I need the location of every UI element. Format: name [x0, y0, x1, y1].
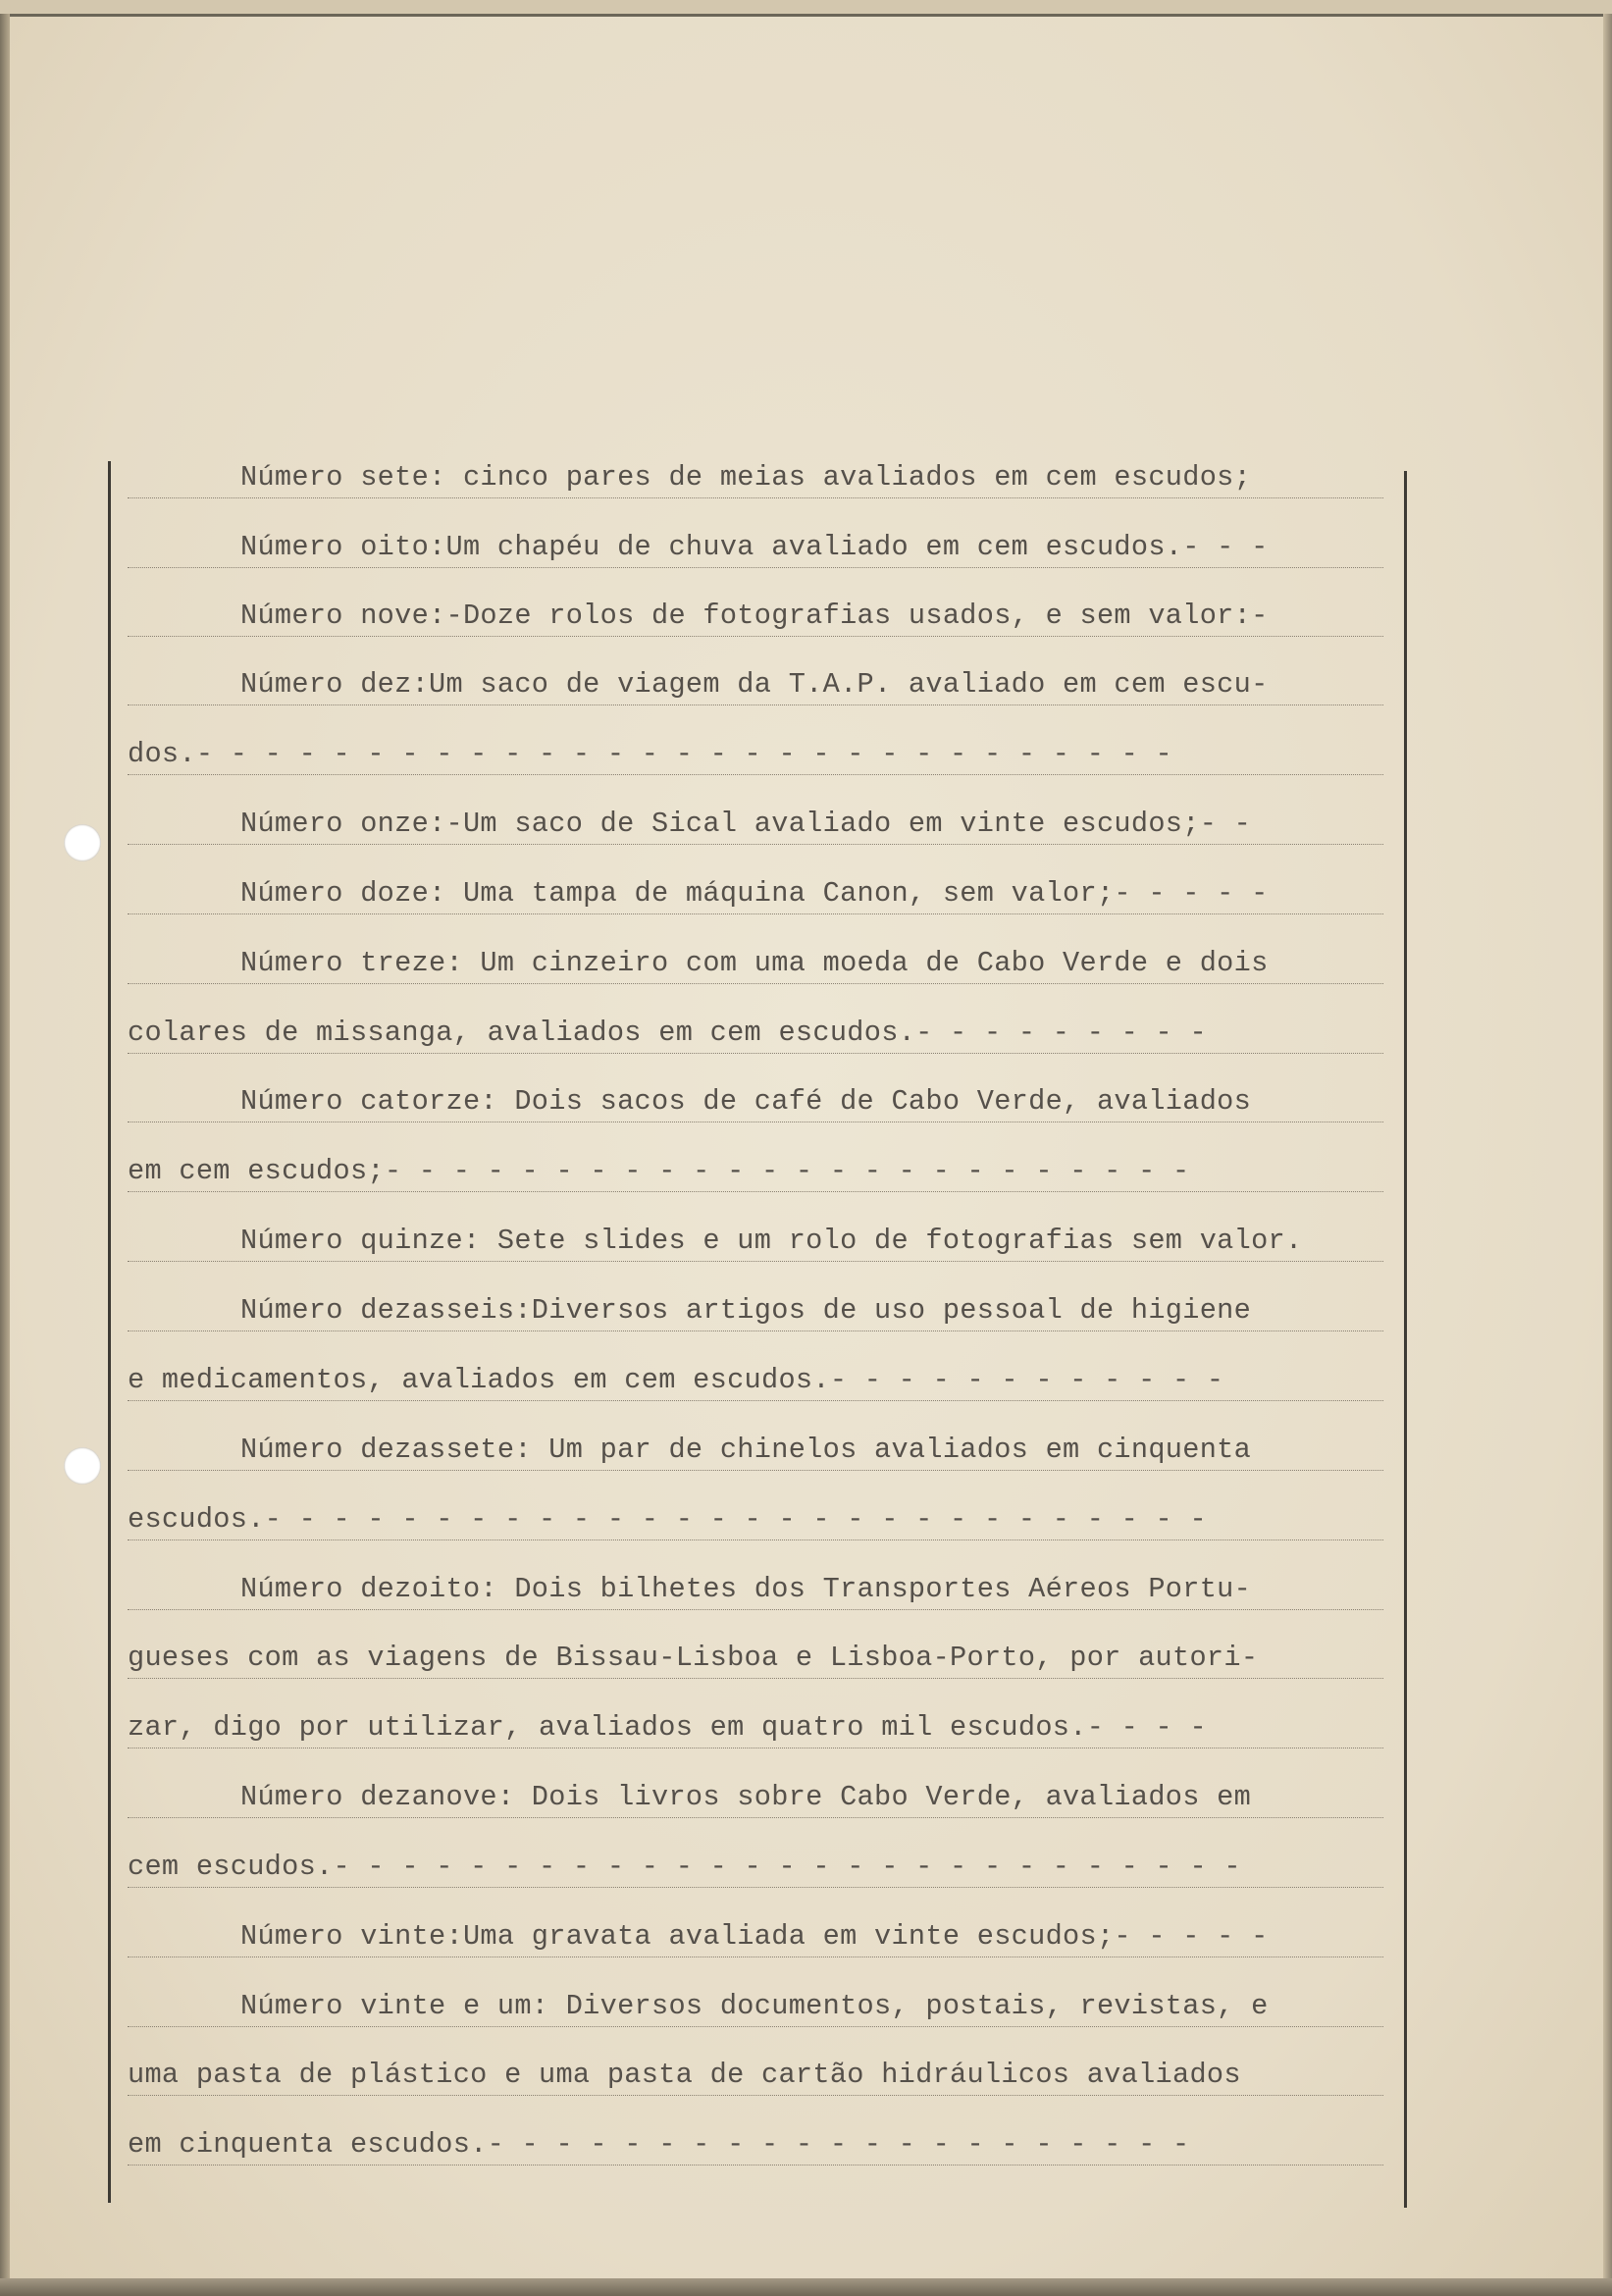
left-margin-rule: [108, 461, 111, 2203]
text-line: Número dez:Um saco de viagem da T.A.P. avaliado em cem escu-: [128, 665, 1383, 705]
text-line: Número oito:Um chapéu de chuva avaliado em cem escudos.- - -: [128, 528, 1383, 568]
text-line: colares de missanga, avaliados em cem escudos.- - - - - - - - -: [128, 1014, 1383, 1054]
text-line: Número vinte e um: Diversos documentos, postais, revistas, e: [128, 1987, 1383, 2027]
text-line: Número dezanove: Dois livros sobre Cabo Verde, avaliados em: [128, 1778, 1383, 1818]
paper-edge-right: [1603, 14, 1612, 2284]
text-line: em cinquenta escudos.- - - - - - - - - - - - - - - - - - - - -: [128, 2125, 1383, 2166]
text-line: Número dezasseis:Diversos artigos de uso pessoal de higiene: [128, 1291, 1383, 1331]
text-line: gueses com as viagens de Bissau-Lisboa e Lisboa-Porto, por autori-: [128, 1639, 1383, 1679]
text-line: Número onze:-Um saco de Sical avaliado em vinte escudos;- -: [128, 805, 1383, 845]
text-line: Número catorze: Dois sacos de café de Cabo Verde, avaliados: [128, 1082, 1383, 1122]
punch-hole-bottom: [64, 1447, 101, 1485]
text-line: Número treze: Um cinzeiro com uma moeda de Cabo Verde e dois: [128, 944, 1383, 984]
right-margin-rule: [1404, 471, 1407, 2208]
text-line: escudos.- - - - - - - - - - - - - - - - - - - - - - - - - - - -: [128, 1500, 1383, 1540]
text-line: Número dezoito: Dois bilhetes dos Transportes Aéreos Portu-: [128, 1570, 1383, 1610]
text-line: Número vinte:Uma gravata avaliada em vinte escudos;- - - - -: [128, 1917, 1383, 1957]
text-line: em cem escudos;- - - - - - - - - - - - - - - - - - - - - - - -: [128, 1152, 1383, 1192]
text-line: Número nove:-Doze rolos de fotografias usados, e sem valor:-: [128, 597, 1383, 637]
text-line: e medicamentos, avaliados em cem escudos.- - - - - - - - - - - -: [128, 1361, 1383, 1401]
text-line: zar, digo por utilizar, avaliados em quatro mil escudos.- - - -: [128, 1708, 1383, 1748]
paper-edge-bottom: [0, 2278, 1612, 2296]
text-line: Número quinze: Sete slides e um rolo de fotografias sem valor.: [128, 1222, 1383, 1262]
text-line: uma pasta de plástico e uma pasta de cartão hidráulicos avaliados: [128, 2056, 1383, 2096]
text-line: Número sete: cinco pares de meias avaliados em cem escudos;: [128, 458, 1383, 498]
text-line: dos.- - - - - - - - - - - - - - - - - - - - - - - - - - - - -: [128, 735, 1383, 775]
paper-edge-left: [0, 14, 10, 2284]
punch-hole-top: [64, 824, 101, 861]
text-line: Número doze: Uma tampa de máquina Canon, sem valor;- - - - -: [128, 874, 1383, 914]
text-line: Número dezassete: Um par de chinelos avaliados em cinquenta: [128, 1431, 1383, 1471]
text-line: cem escudos.- - - - - - - - - - - - - - - - - - - - - - - - - - -: [128, 1848, 1383, 1888]
